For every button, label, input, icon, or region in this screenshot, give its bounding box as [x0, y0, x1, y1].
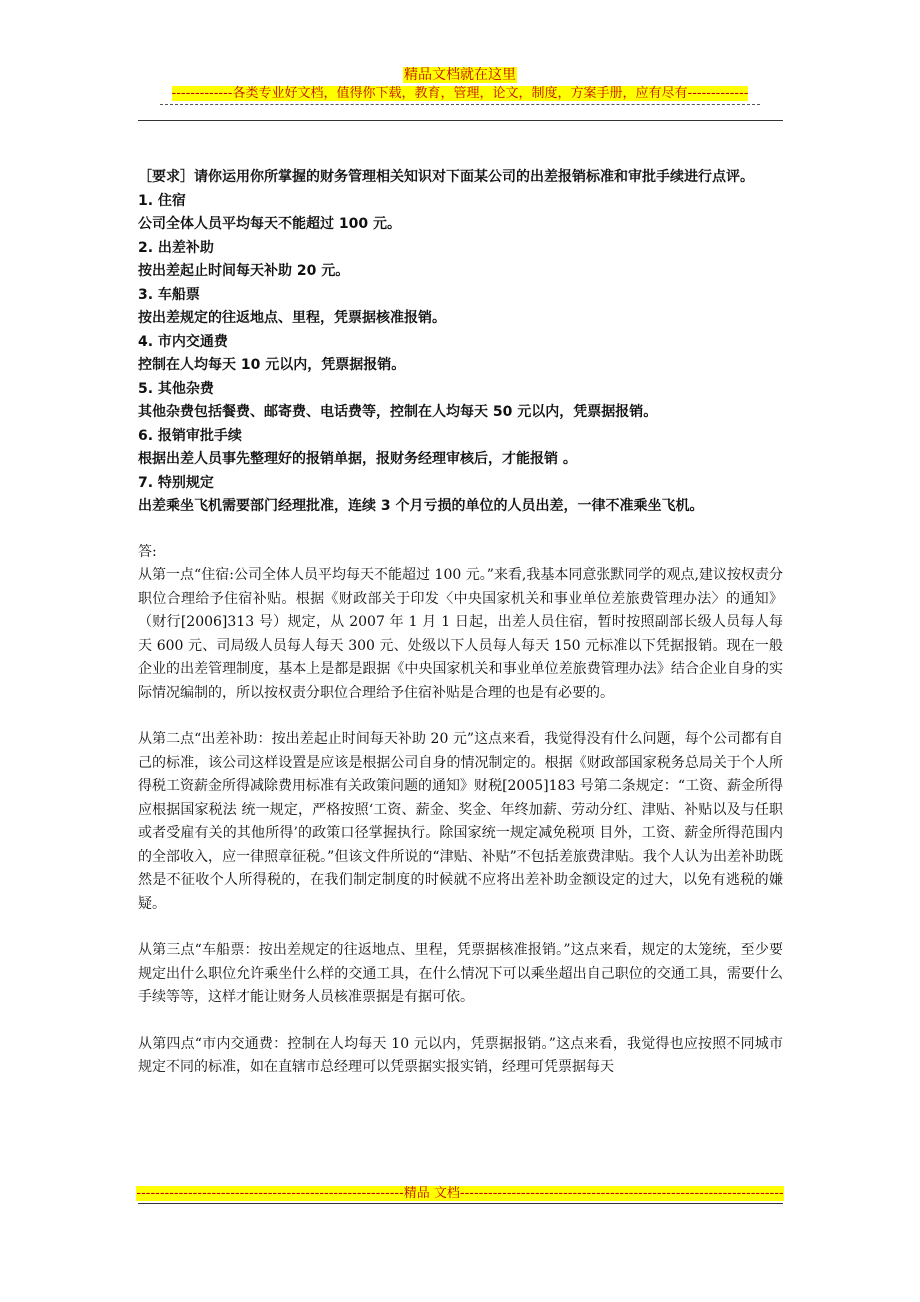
item-heading-tickets: 3. 车船票 [138, 286, 200, 303]
answer-paragraph-2: 从第二点“出差补助：按出差起止时间每天补助 20 元”这点来看，我觉得没有什么问题，每个公司都有自己的标准，该公司这样设置是应该是根据公司自身的情况制定的。根据《财政部国家税务总局关于个人所得税工资薪金所得减除费用标准有关政策问题的通知》财税[2005]183 号第二条规定：“工资、薪金所得应根据国家税法 统一规定，严格按照‘工资、薪金、奖金、年终加薪、劳动分红、津贴、补贴以及与任职或者受雇有关的其他所得’的政策口径掌握执行。除国家统一规定减免税项 目外，工资、薪金所得范围内的全部收入，应一律照章征税。”但该文件所说的“津贴、补贴”不包括差旅费津贴。我个人认为出差补助既然是不征收个人所得税的，在我们制定制度的时候就不应将出差补助金额设定的过大，以免有逃税的嫌疑。 [138, 731, 783, 912]
answer-paragraph-3: 从第三点“车船票：按出差规定的往返地点、里程，凭票据核准报销。”这点来看，规定的太笼统，至少要规定出什么职位允许乘坐什么样的交通工具，在什么情况下可以乘坐超出自己职位的交通工具，需要什么手续等等，这样才能让财务人员核准票据是有据可依。 [138, 942, 783, 1005]
document-body [138, 166, 783, 1080]
footer-banner: ---------------------------------------------------------精品 文档--------------------------------------------------------------------- [136, 1186, 784, 1201]
item-heading-special: 7. 特别规定 [138, 474, 214, 491]
answer-paragraph-1: 从第一点“住宿:公司全体人员平均每天不能超过 100 元。”来看,我基本同意张默同学的观点,建议按权责分职位合理给予住宿补贴。根据《财政部关于印发〈中央国家机关和事业单位差旅费管理办法〉的通知》（财行[2006]313 号）规定，从 2007 年 1 月 1 日起，出差人员住宿，暂时按照副部长级人员每人每天 600 元、司局级人员每人每天 300 元、处级以下人员每人每天 150 元标准以下凭据报销。现在一般企业的出差管理制度，基本上是都是跟据《中央国家机关和事业单位差旅费管理办法》结合企业自身的实际情况编制的，所以按权责分职位合理给予住宿补贴是合理的也是有必要的。 [138, 567, 783, 701]
item-heading-local-transport: 4. 市内交通费 [138, 333, 228, 350]
header-title: 精品文档就在这里 [404, 67, 516, 83]
item-text-lodging: 公司全体人员平均每天不能超过 100 元。 [138, 216, 401, 232]
item-text-local-transport: 控制在人均每天 10 元以内，凭票据报销。 [138, 357, 406, 373]
item-heading-approval: 6. 报销审批手续 [138, 427, 242, 444]
item-text-tickets: 按出差规定的往返地点、里程，凭票据核准报销。 [138, 310, 446, 326]
answer-label: 答: [138, 543, 157, 560]
requirement-text: ［要求］请你运用你所掌握的财务管理相关知识对下面某公司的出差报销标准和审批手续进行点评。 [138, 169, 754, 185]
header-dashed-divider [160, 104, 760, 115]
item-text-allowance: 按出差起止时间每天补助 20 元。 [138, 263, 350, 279]
item-heading-misc: 5. 其他杂费 [138, 380, 214, 397]
item-heading-allowance: 2. 出差补助 [138, 239, 214, 256]
answer-paragraph-4: 从第四点“市内交通费：控制在人均每天 10 元以内，凭票据报销。”这点来看，我觉得也应按照不同城市规定不同的标准，如在直辖市总经理可以凭票据实报实销，经理可凭票据每天 [138, 1035, 783, 1075]
item-heading-lodging: 1. 住宿 [138, 192, 186, 209]
requirements-section [138, 166, 783, 519]
header-subtitle: -------------各类专业好文档，值得你下载，教育，管理，论文，制度，方案手册，应有尽有------------- [171, 86, 749, 101]
item-text-misc: 其他杂费包括餐费、邮寄费、电话费等，控制在人均每天 50 元以内，凭票据报销。 [138, 404, 658, 420]
header-rule [138, 120, 783, 121]
footer-rule [138, 1203, 783, 1204]
item-text-special: 出差乘坐飞机需要部门经理批准，连续 3 个月亏损的单位的人员出差，一律不准乘坐飞机。 [138, 498, 704, 514]
answer-section [138, 541, 783, 1080]
item-text-approval: 根据出差人员事先整理好的报销单据，报财务经理审核后，才能报销 。 [138, 451, 577, 467]
